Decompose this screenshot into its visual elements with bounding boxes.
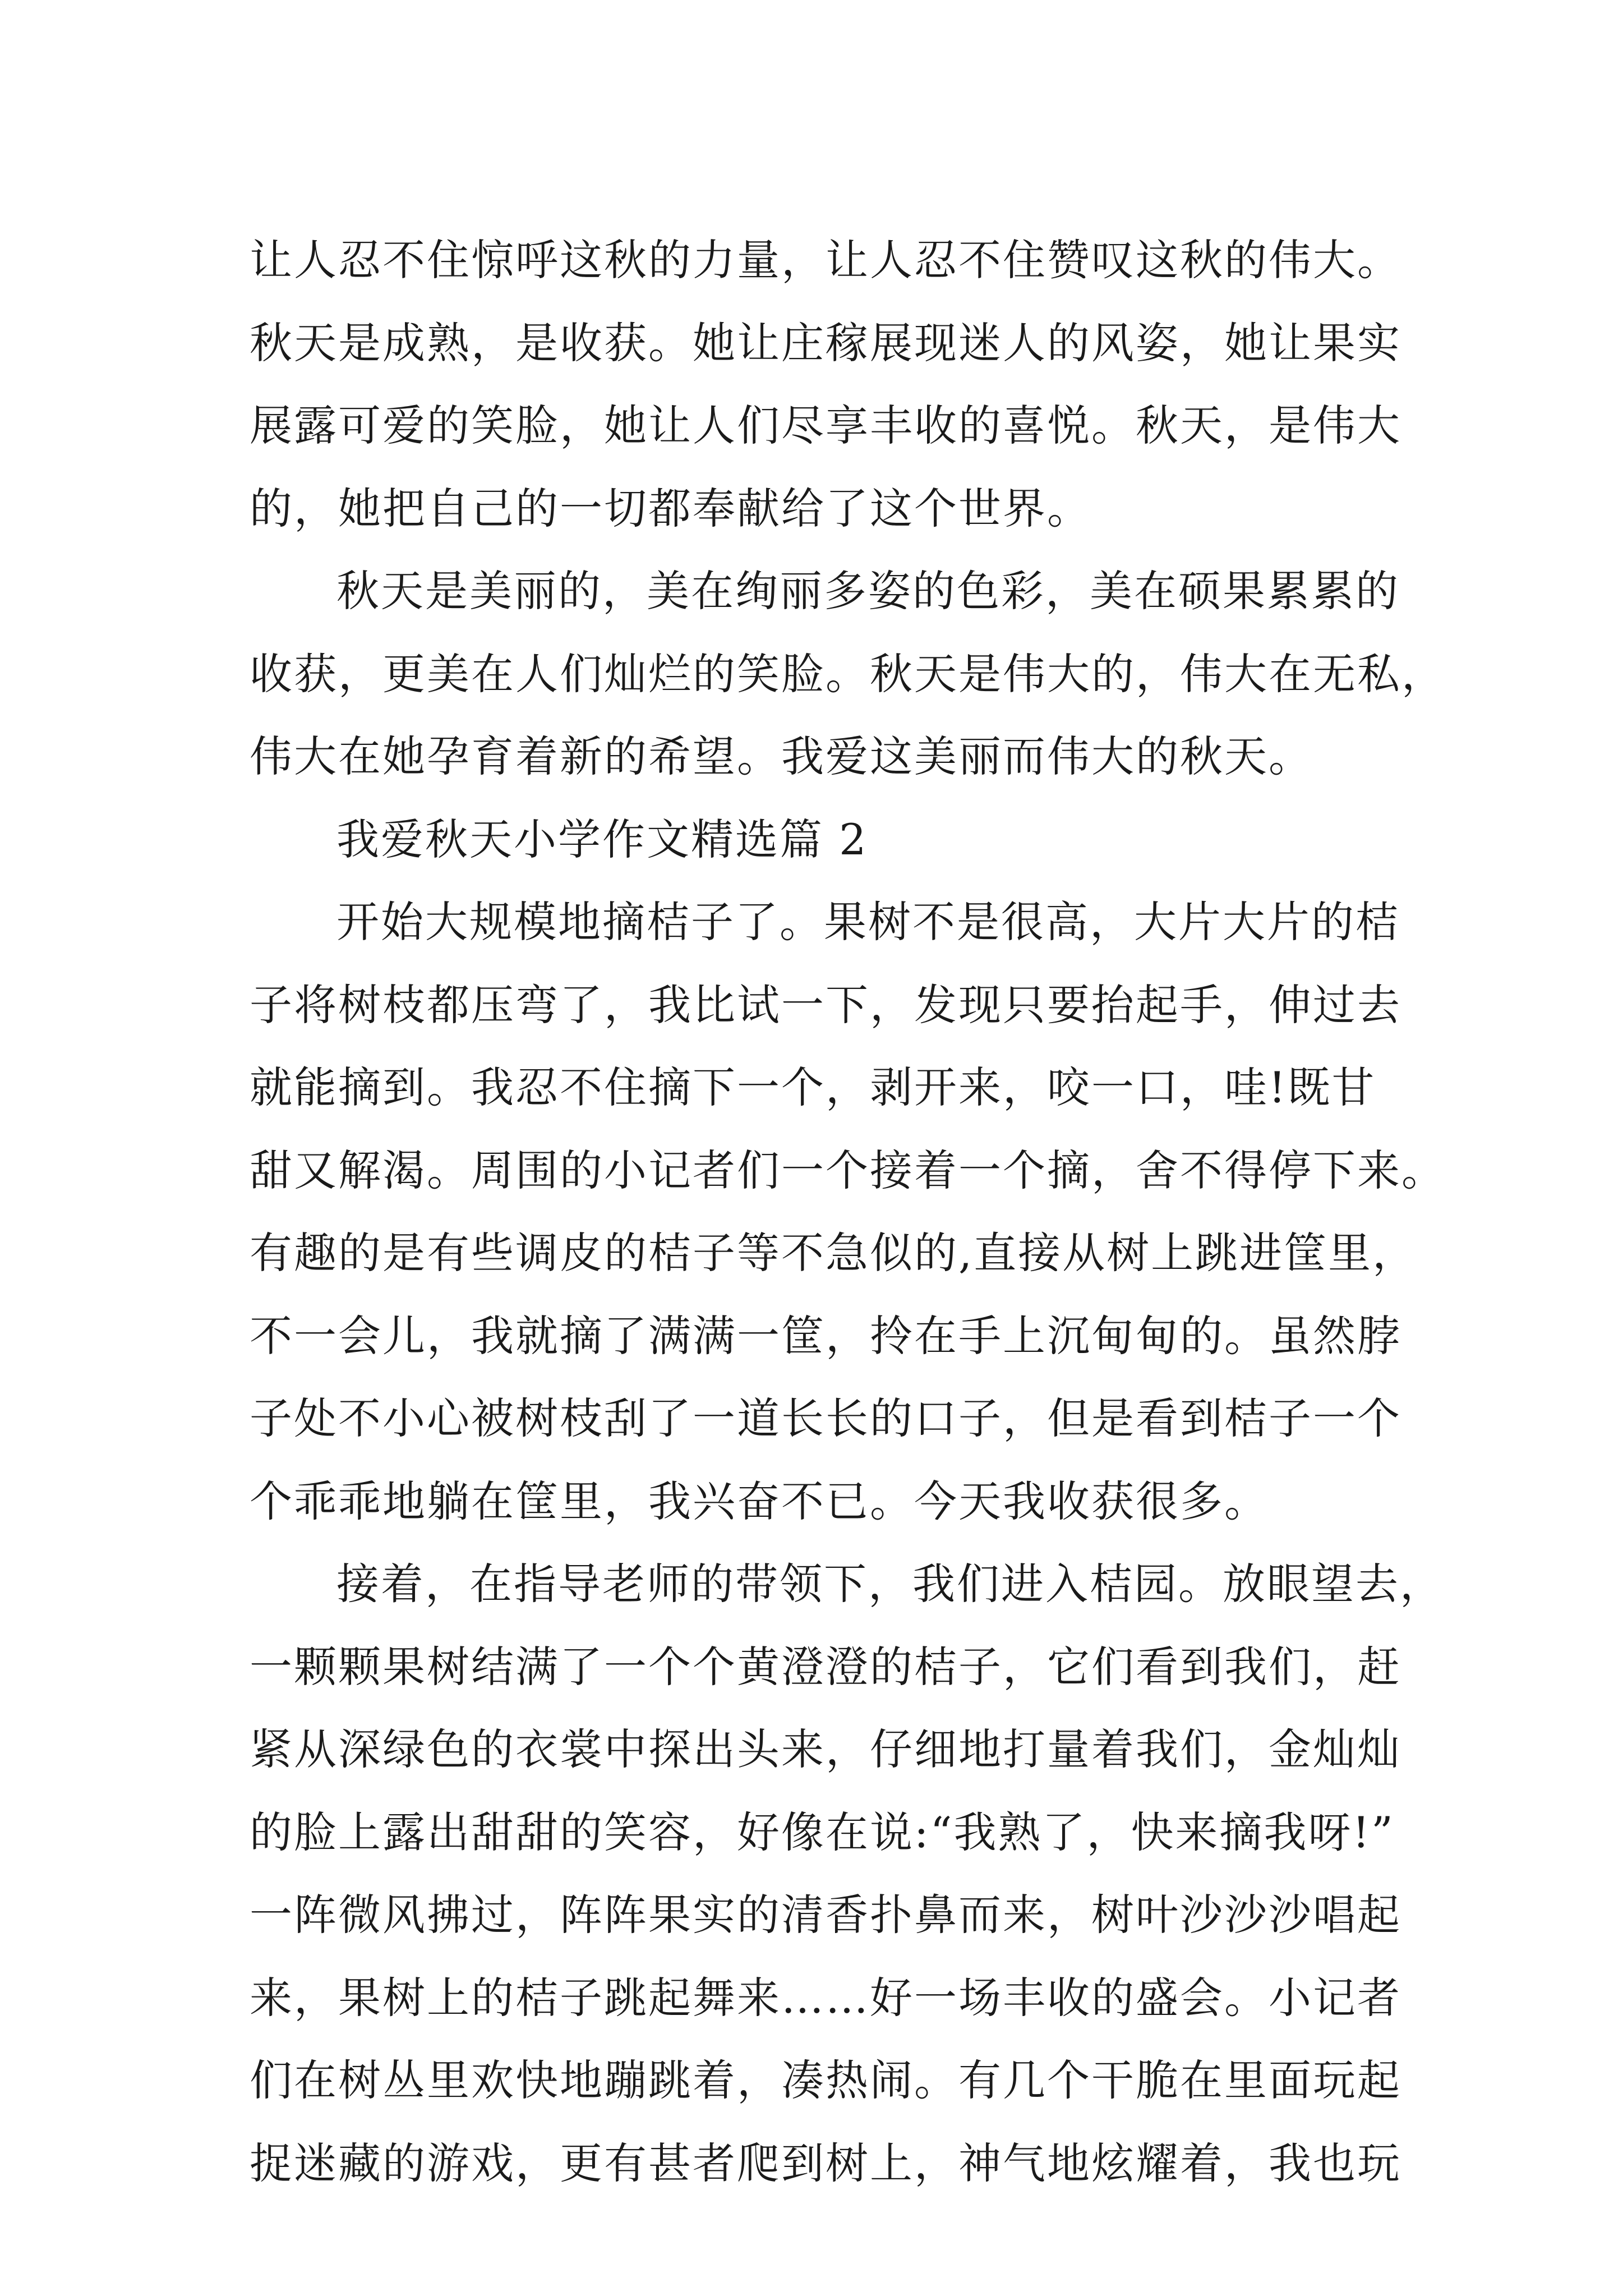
paragraph-line: 子将树枝都压弯了，我比试一下，发现只要抬起手，伸过去 xyxy=(250,979,1401,1030)
paragraph-line: 一颗颗果树结满了一个个黄澄澄的桔子，它们看到我们，赶 xyxy=(250,1641,1401,1692)
paragraph-line: 紧从深绿色的衣裳中探出头来，仔细地打量着我们，金灿灿 xyxy=(250,1724,1401,1774)
paragraph-line: 一阵微风拂过，阵阵果实的清香扑鼻而来，树叶沙沙沙唱起 xyxy=(250,1890,1401,1940)
paragraph-first-line: 开始大规模地摘桔子了。果树不是很高，大片大片的桔 xyxy=(336,897,1400,947)
paragraph-line: 来，果树上的桔子跳起舞来……好一场丰收的盛会。小记者 xyxy=(250,1972,1401,2023)
paragraph-line: 展露可爱的笑脸，她让人们尽享丰收的喜悦。秋天，是伟大 xyxy=(250,401,1401,450)
paragraph-line: 不一会儿，我就摘了满满一筐，拎在手上沉甸甸的。虽然脖 xyxy=(250,1310,1401,1361)
paragraph-first-line: 秋天是美丽的，美在绚丽多姿的色彩，美在硕果累累的 xyxy=(336,566,1400,616)
paragraph-line: 秋天是成熟，是收获。她让庄稼展现迷人的风姿，她让果实 xyxy=(250,318,1401,368)
paragraph-line: 伟大在她孕育着新的希望。我爱这美丽而伟大的秋天。 xyxy=(250,731,1313,781)
paragraph-line: 个乖乖地躺在筐里，我兴奋不已。今天我收获很多。 xyxy=(250,1476,1269,1526)
paragraph-line: 就能摘到。我忍不住摘下一个，剥开来，咬一口，哇!既甘 xyxy=(250,1062,1376,1112)
paragraph-line: 甜又解渴。周围的小记者们一个接着一个摘，舍不得停下来。 xyxy=(250,1145,1446,1195)
paragraph-line: 的，她把自己的一切都奉献给了这个世界。 xyxy=(250,483,1091,533)
paragraph-first-line: 接着，在指导老师的带领下，我们进入桔园。放眼望去， xyxy=(336,1559,1444,1609)
paragraph-line: 子处不小心被树枝刮了一道长长的口子，但是看到桔子一个 xyxy=(250,1393,1401,1443)
paragraph-line: 有趣的是有些调皮的桔子等不急似的,直接从树上跳进筐里， xyxy=(250,1228,1417,1278)
paragraph-first-line: 我爱秋天小学作文精选篇 2 xyxy=(336,814,868,864)
paragraph-line: 让人忍不住惊呼这秋的力量，让人忍不住赞叹这秋的伟大。 xyxy=(250,235,1401,285)
paragraph-line: 们在树丛里欢快地蹦跳着，凑热闹。有几个干脆在里面玩起 xyxy=(250,2055,1401,2105)
paragraph-line: 的脸上露出甜甜的笑容，好像在说:“我熟了，快来摘我呀!” xyxy=(250,1807,1395,1857)
paragraph-line: 捉迷藏的游戏，更有甚者爬到树上，神气地炫耀着，我也玩 xyxy=(250,2138,1401,2188)
paragraph-line: 收获，更美在人们灿烂的笑脸。秋天是伟大的，伟大在无私， xyxy=(250,648,1446,699)
document-body xyxy=(250,219,1446,2205)
